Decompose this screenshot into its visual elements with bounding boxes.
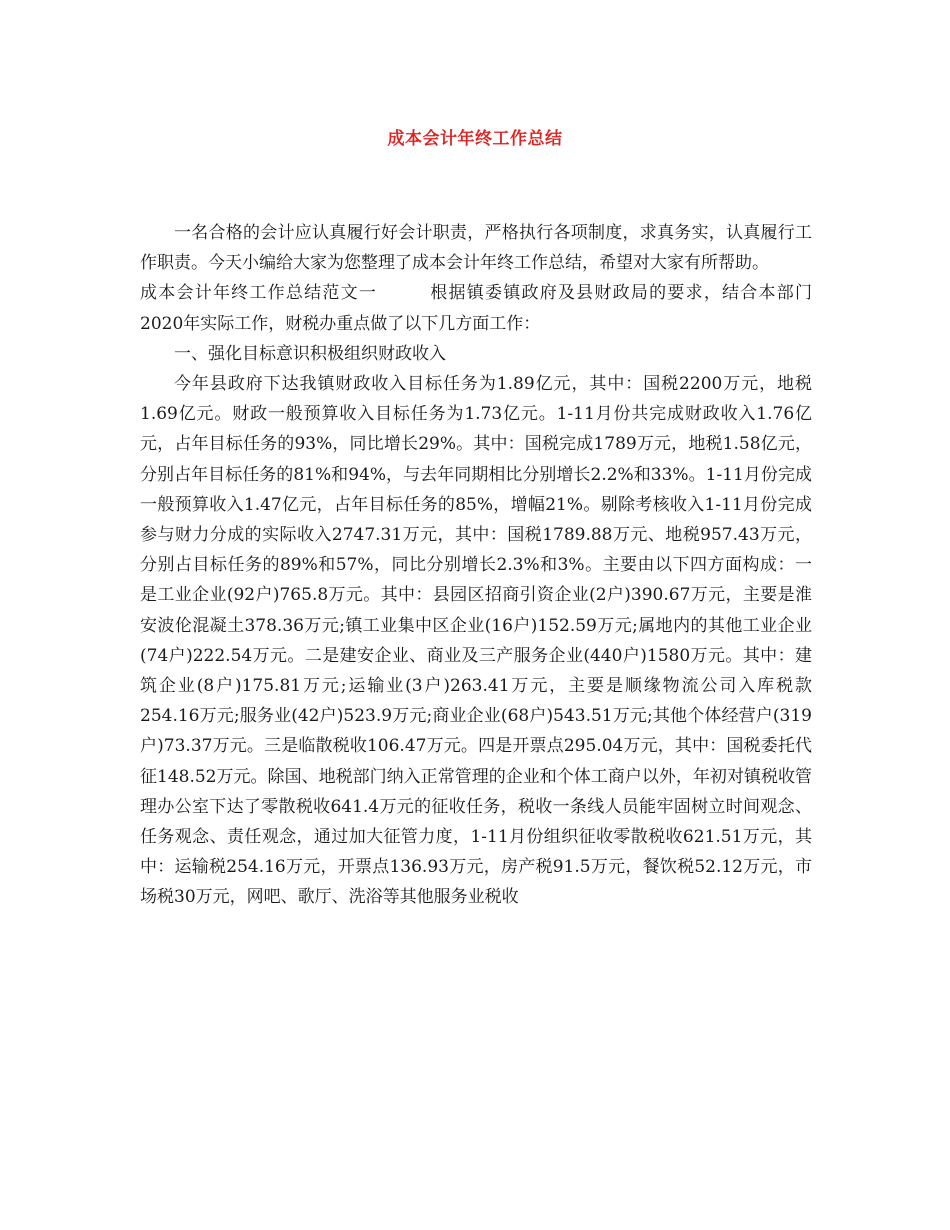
- sample-paragraph: [140, 278, 812, 338]
- main-paragraph: 今年县政府下达我镇财政收入目标任务为1.89亿元，其中：国税2200万元，地税1.69亿元。财政一般预算收入目标任务为1.73亿元。1-11月份共完成财政收入1.76亿元，占年目标任务的93%，同比增长29%。其中：国税完成1789万元，地税1.58亿元，分别占年目标任务的81%和94%，与去年同期相比分别增长2.2%和33%。1-11月份完成一般预算收入1.47亿元，占年目标任务的85%，增幅21%。剔除考核收入1-11月份完成参与财力分成的实际收入2747.31万元，其中：国税1789.88万元、地税957.43万元，分别占目标任务的89%和57%，同比分别增长2.3%和3%。主要由以下四方面构成：一是工业企业(92户)765.8万元。其中：县园区招商引资企业(2户)390.67万元，主要是淮安波伦混凝土378.36万元;镇工业集中区企业(16户)152.59万元;属地内的其他工业企业(74户)222.54万元。二是建安企业、商业及三产服务企业(440户)1580万元。其中：建筑企业(8户)175.81万元;运输业(3户)263.41万元，主要是顺缘物流公司入库税款254.16万元;服务业(42户)523.9万元;商业企业(68户)543.51万元;其他个体经营户(319户)73.37万元。三是临散税收106.47万元。四是开票点295.04万元，其中：国税委托代征148.52万元。除国、地税部门纳入正常管理的企业和个体工商户以外，年初对镇税收管理办公室下达了零散税收641.4万元的征收任务，税收一条线人员能牢固树立时间观念、任务观念、责任观念，通过加大征管力度，1-11月份组织征收零散税收621.51万元，其中：运输税254.16万元，开票点136.93万元，房产税91.5万元，餐饮税52.12万元，市场税30万元，网吧、歌厅、洗浴等其他服务业税收: [140, 374, 812, 908]
- document-title: 成本会计年终工作总结: [387, 129, 563, 149]
- sample-label: 成本会计年终工作总结范文一: [140, 283, 378, 304]
- sample-opening: 根据镇委镇政府及县财政局的要求，结合本部门2020年实际工作，财税办重点做了以下几方面工作：: [140, 283, 813, 334]
- intro-paragraph: 一名合格的会计应认真履行好会计职责，严格执行各项制度，求真务实，认真履行工作职责。今天小编给大家为您整理了成本会计年终工作总结，希望对大家有所帮助。: [140, 223, 812, 274]
- section-heading: 一、强化目标意识积极组织财政收入: [174, 343, 446, 364]
- document-body: [140, 218, 812, 913]
